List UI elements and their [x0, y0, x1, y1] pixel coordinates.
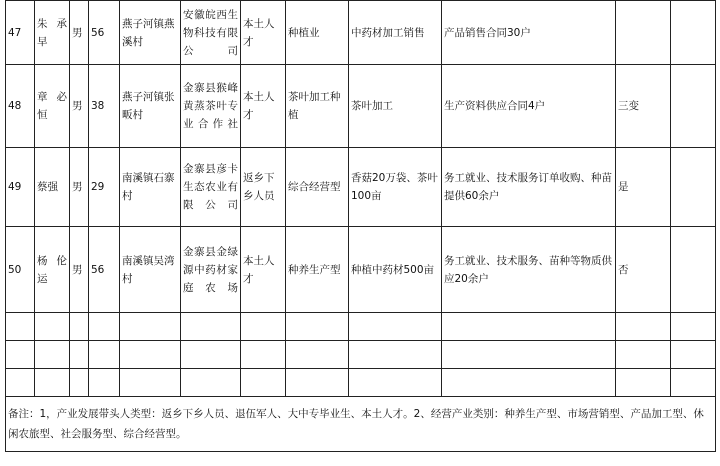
empty-cell — [442, 313, 616, 341]
cell-age: 29 — [89, 148, 120, 227]
cell-flag: 否 — [616, 227, 671, 313]
cell-type: 返乡下乡人员 — [241, 148, 286, 227]
table-row — [6, 65, 716, 148]
empty-cell — [671, 341, 716, 369]
empty-cell — [616, 341, 671, 369]
cell-type: 本土人才 — [241, 1, 286, 65]
cell-no: 50 — [6, 227, 35, 313]
cell-name: 杨 伦 运 — [35, 227, 70, 313]
empty-cell — [89, 369, 120, 397]
empty-cell — [181, 369, 241, 397]
empty-cell — [616, 369, 671, 397]
cell-address: 南溪镇石寨村 — [120, 148, 181, 227]
empty-cell — [35, 369, 70, 397]
empty-cell — [6, 341, 35, 369]
empty-cell — [6, 369, 35, 397]
empty-cell — [89, 341, 120, 369]
cell-no: 48 — [6, 65, 35, 148]
empty-cell — [286, 341, 349, 369]
empty-cell — [89, 313, 120, 341]
cell-business: 中药材加工销售 — [349, 1, 442, 65]
leaders-table — [5, 0, 716, 452]
empty-cell — [616, 313, 671, 341]
empty-cell — [70, 341, 89, 369]
cell-flag: 是 — [616, 148, 671, 227]
cell-business: 香菇20万袋、茶叶100亩 — [349, 148, 442, 227]
empty-cell — [671, 313, 716, 341]
cell-name: 章 必 恒 — [35, 65, 70, 148]
empty-cell — [442, 369, 616, 397]
empty-row — [6, 313, 716, 341]
empty-cell — [286, 369, 349, 397]
cell-type: 本土人才 — [241, 65, 286, 148]
cell-flag: 三变 — [616, 65, 671, 148]
empty-cell — [181, 341, 241, 369]
cell-business: 种植中药材500亩 — [349, 227, 442, 313]
cell-gender: 男 — [70, 1, 89, 65]
cell-no: 47 — [6, 1, 35, 65]
cell-org: 安徽皖西生物科技有限公司 — [181, 1, 241, 65]
cell-extra — [671, 65, 716, 148]
cell-extra — [671, 227, 716, 313]
cell-address: 燕子河镇张畈村 — [120, 65, 181, 148]
cell-gender: 男 — [70, 65, 89, 148]
cell-org: 金寨县彦卡生态农业有限公司 — [181, 148, 241, 227]
empty-cell — [120, 369, 181, 397]
cell-drive: 务工就业、技术服务、苗种等物质供应20余户 — [442, 227, 616, 313]
cell-address: 燕子河镇燕溪村 — [120, 1, 181, 65]
note-row — [6, 397, 716, 452]
empty-cell — [70, 369, 89, 397]
empty-cell — [35, 341, 70, 369]
cell-name: 朱 承 早 — [35, 1, 70, 65]
empty-cell — [442, 341, 616, 369]
cell-flag — [616, 1, 671, 65]
table-row — [6, 227, 716, 313]
cell-no: 49 — [6, 148, 35, 227]
cell-org: 金寨县金绿源中药材家庭农场 — [181, 227, 241, 313]
cell-industry: 种植业 — [286, 1, 349, 65]
table-row — [6, 148, 716, 227]
cell-drive: 生产资料供应合同4户 — [442, 65, 616, 148]
empty-row — [6, 341, 716, 369]
cell-address: 南溪镇吴湾村 — [120, 227, 181, 313]
empty-cell — [120, 341, 181, 369]
cell-drive: 务工就业、技术服务订单收购、种苗提供60余户 — [442, 148, 616, 227]
empty-cell — [35, 313, 70, 341]
empty-cell — [6, 313, 35, 341]
empty-cell — [349, 313, 442, 341]
spreadsheet — [5, 0, 715, 463]
cell-extra — [671, 1, 716, 65]
empty-cell — [671, 369, 716, 397]
empty-cell — [349, 369, 442, 397]
empty-cell — [241, 313, 286, 341]
empty-cell — [349, 341, 442, 369]
cell-name: 蔡强 — [35, 148, 70, 227]
empty-cell — [120, 313, 181, 341]
empty-cell — [70, 313, 89, 341]
note-text: 备注：1，产业发展带头人类型：返乡下乡人员、退伍军人、大中专毕业生、本土人才。2、经营产业类别：种养生产型、市场营销型、产品加工型、休闲农旅型、社会服务型、综合经营型。 — [6, 397, 716, 452]
cell-business: 茶叶加工 — [349, 65, 442, 148]
empty-row — [6, 369, 716, 397]
table-row — [6, 1, 716, 65]
cell-age: 56 — [89, 227, 120, 313]
cell-type: 本土人才 — [241, 227, 286, 313]
cell-industry: 综合经营型 — [286, 148, 349, 227]
empty-cell — [241, 341, 286, 369]
cell-age: 38 — [89, 65, 120, 148]
cell-gender: 男 — [70, 148, 89, 227]
cell-extra — [671, 148, 716, 227]
cell-gender: 男 — [70, 227, 89, 313]
cell-industry: 种养生产型 — [286, 227, 349, 313]
cell-drive: 产品销售合同30户 — [442, 1, 616, 65]
cell-age: 56 — [89, 1, 120, 65]
empty-cell — [286, 313, 349, 341]
cell-org: 金寨县猴峰黄蒸茶叶专业合作社 — [181, 65, 241, 148]
empty-cell — [181, 313, 241, 341]
cell-industry: 茶叶加工种植 — [286, 65, 349, 148]
empty-cell — [241, 369, 286, 397]
